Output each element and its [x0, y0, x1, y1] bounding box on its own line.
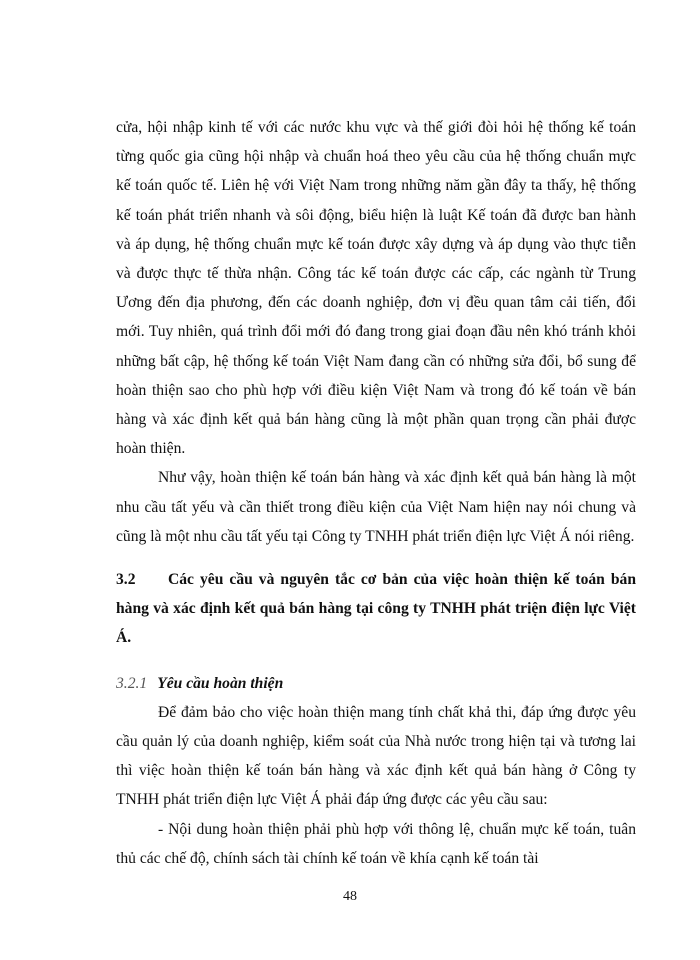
paragraph-sub-2: - Nội dung hoàn thiện phải phù hợp với thông lệ, chuẩn mực kế toán, tuân thủ các chế độ, chính sách tài chính kế toán về khía cạnh kế toán tài	[116, 820, 636, 867]
section-title: Các yêu cầu và nguyên tắc cơ bản của việc hoàn thiện kế toán bán hàng và xác định kết quả bán hàng tại công ty TNHH phát triện điện lực Việt Á.	[116, 571, 636, 647]
subsection-heading	[116, 669, 636, 698]
page-body	[116, 113, 636, 873]
section-number: 3.2	[116, 571, 136, 589]
paragraph-sub-1: Để đảm bảo cho việc hoàn thiện mang tính chất khả thi, đáp ứng được yêu cầu quản lý của doanh nghiệp, kiểm soát của Nhà nước trong hiện tại và tương lai thì việc hoàn thiện kế toán bán hàng và xác định kết quả bán hàng ở Công ty TNHH phát triển điện lực Việt Á phải đáp ứng được các yêu cầu sau:	[116, 703, 636, 809]
section-heading	[116, 565, 636, 653]
paragraph-intro-2: Như vậy, hoàn thiện kế toán bán hàng và xác định kết quả bán hàng là một nhu cầu tất yếu và cần thiết trong điều kiện của Việt Nam hiện nay nói chung và cũng là một nhu cầu tất yếu tại Công ty TNHH phát triển điện lực Việt Á nói riêng.	[116, 469, 636, 545]
page-number: 48	[343, 889, 357, 904]
subsection-number: 3.2.1	[116, 674, 148, 692]
paragraph-intro-1: cửa, hội nhập kinh tế với các nước khu vực và thế giới đòi hỏi hệ thống kế toán từng quốc gia cũng hội nhập và chuẩn hoá theo yêu cầu của hệ thống chuẩn mực kế toán quốc tế. Liên hệ với Việt Nam trong những năm gần đây ta thấy, hệ thống kế toán phát triển nhanh và sôi động, biểu hiện là luật Kế toán đã được ban hành và áp dụng, hệ thống chuẩn mực kế toán được xây dựng và áp dụng vào thực tiễn và được thực tế thừa nhận. Công tác kế toán được các cấp, các ngành từ Trung Ương đến địa phương, đến các doanh nghiệp, đơn vị đều quan tâm cải tiến, đổi mới. Tuy nhiên, quá trình đổi mới đó đang trong giai đoạn đầu nên khó tránh khỏi những bất cập, hệ thống kế toán Việt Nam đang cần có những sửa đổi, bổ sung để hoàn thiện sao cho phù hợp với điều kiện Việt Nam và trong đó kế toán về bán hàng và xác định kết quả bán hàng cũng là một phần quan trọng cần phải được hoàn thiện.	[116, 119, 636, 458]
subsection-title: Yêu cầu hoàn thiện	[157, 674, 284, 692]
